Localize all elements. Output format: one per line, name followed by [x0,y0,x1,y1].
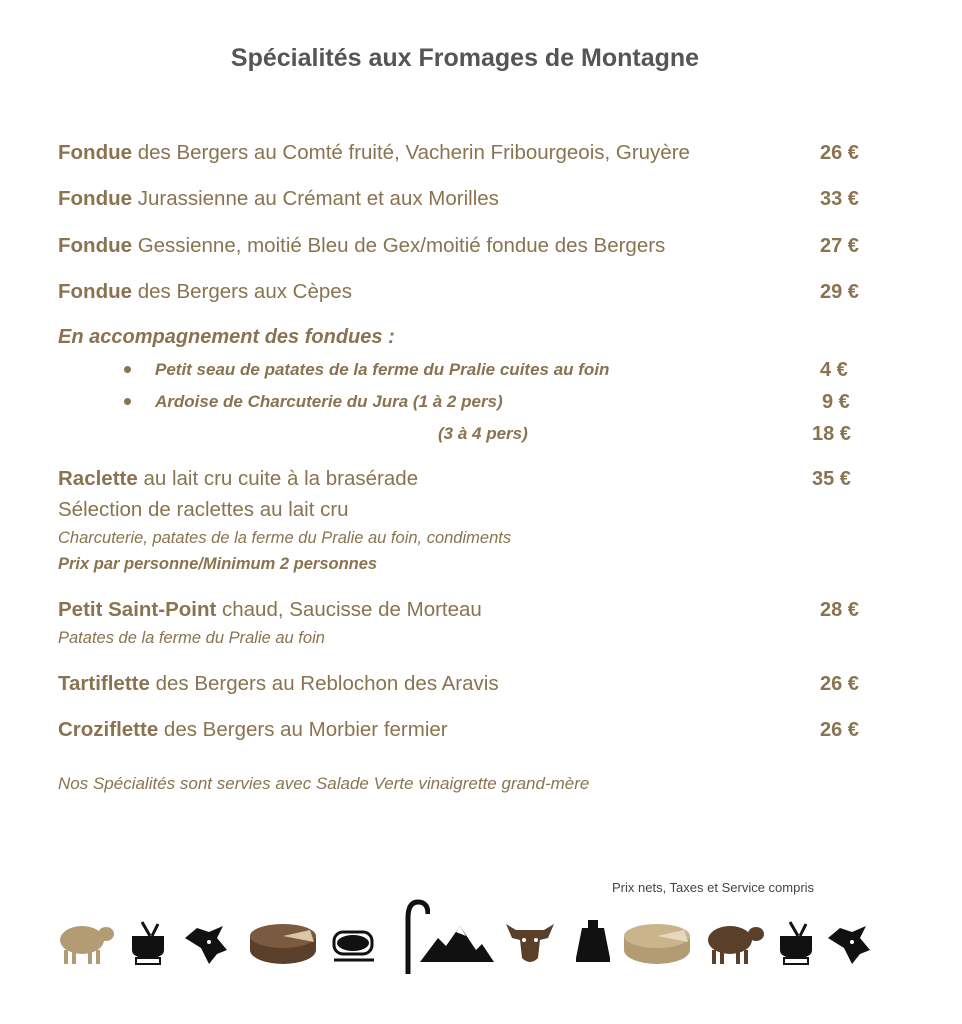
item-price: 26 € [820,719,859,741]
mountains-icon [420,924,494,964]
item-name: Fondue [58,187,133,210]
item-name: Fondue [58,141,133,164]
cowbell-icon [574,918,612,966]
item-name: Tartiflette [58,672,150,695]
item-subline: Sélection de raclettes au lait cru [58,498,349,521]
sheep-dark-icon [704,918,766,966]
item-price: 35 € [812,468,851,490]
item-name: Fondue [58,234,133,257]
item-description: des Bergers au Reblochon des Aravis [149,672,499,695]
item-note: Prix par personne/Minimum 2 personnes [58,555,378,573]
item-price: 26 € [820,673,859,695]
accompaniment-item: (3 à 4 pers) [438,424,528,443]
fondue-pot-icon [128,920,168,966]
item-price: 4 € [820,359,848,381]
menu-item [58,234,665,258]
item-description: des Bergers au Morbier fermier [158,718,448,741]
accompaniment-item: Ardoise de Charcuterie du Jura (1 à 2 pers) [155,392,503,411]
item-price: 9 € [822,391,850,413]
menu-item [58,467,418,491]
item-description: Gessienne, moitié Bleu de Gex/moitié fondue des Bergers [132,234,666,257]
menu-item [58,598,482,622]
item-name: Croziflette [58,718,159,741]
footer-note: Nos Spécialités sont servies avec Salade Verte vinaigrette grand-mère [58,774,590,793]
item-price: 28 € [820,599,859,621]
item-price: 27 € [820,235,859,257]
item-note: Charcuterie, patates de la ferme du Pralie au foin, condiments [58,529,512,547]
menu-item [58,141,690,165]
cheese-wheel-icon [248,920,318,966]
item-price: 26 € [820,142,859,164]
menu-item [58,280,352,304]
cheese-wheel-light-icon [622,920,692,966]
price-note: Prix nets, Taxes et Service compris [612,880,815,895]
goat-head-icon [183,924,229,966]
bullet-dot [124,366,131,373]
item-price: 18 € [812,423,851,445]
item-price: 33 € [820,188,859,210]
accompaniment-item: Petit seau de patates de la ferme du Pralie cuites au foin [155,360,610,379]
menu-item [58,672,499,696]
sheep-icon [56,918,116,966]
goat-head-icon-2 [826,924,872,966]
menu-item [58,187,499,211]
accompaniment-heading: En accompagnement des fondues : [58,326,395,348]
item-description: des Bergers au Comté fruité, Vacherin Fribourgeois, Gruyère [132,141,690,164]
menu-item [58,718,448,742]
item-name: Fondue [58,280,133,303]
item-price: 29 € [820,281,859,303]
page-title: Spécialités aux Fromages de Montagne [230,44,700,72]
item-note: Patates de la ferme du Pralie au foin [58,629,325,647]
item-description: au lait cru cuite à la brasérade [137,467,419,490]
item-name: Petit Saint-Point [58,598,217,621]
cow-head-icon [504,916,556,966]
item-description: chaud, Saucisse de Morteau [216,598,482,621]
raclette-pan-icon [330,922,376,966]
fondue-pot-icon-2 [776,920,816,966]
item-name: Raclette [58,467,138,490]
item-description: Jurassienne au Crémant et aux Morilles [132,187,499,210]
bullet-dot [124,398,131,405]
item-description: des Bergers aux Cèpes [132,280,352,303]
